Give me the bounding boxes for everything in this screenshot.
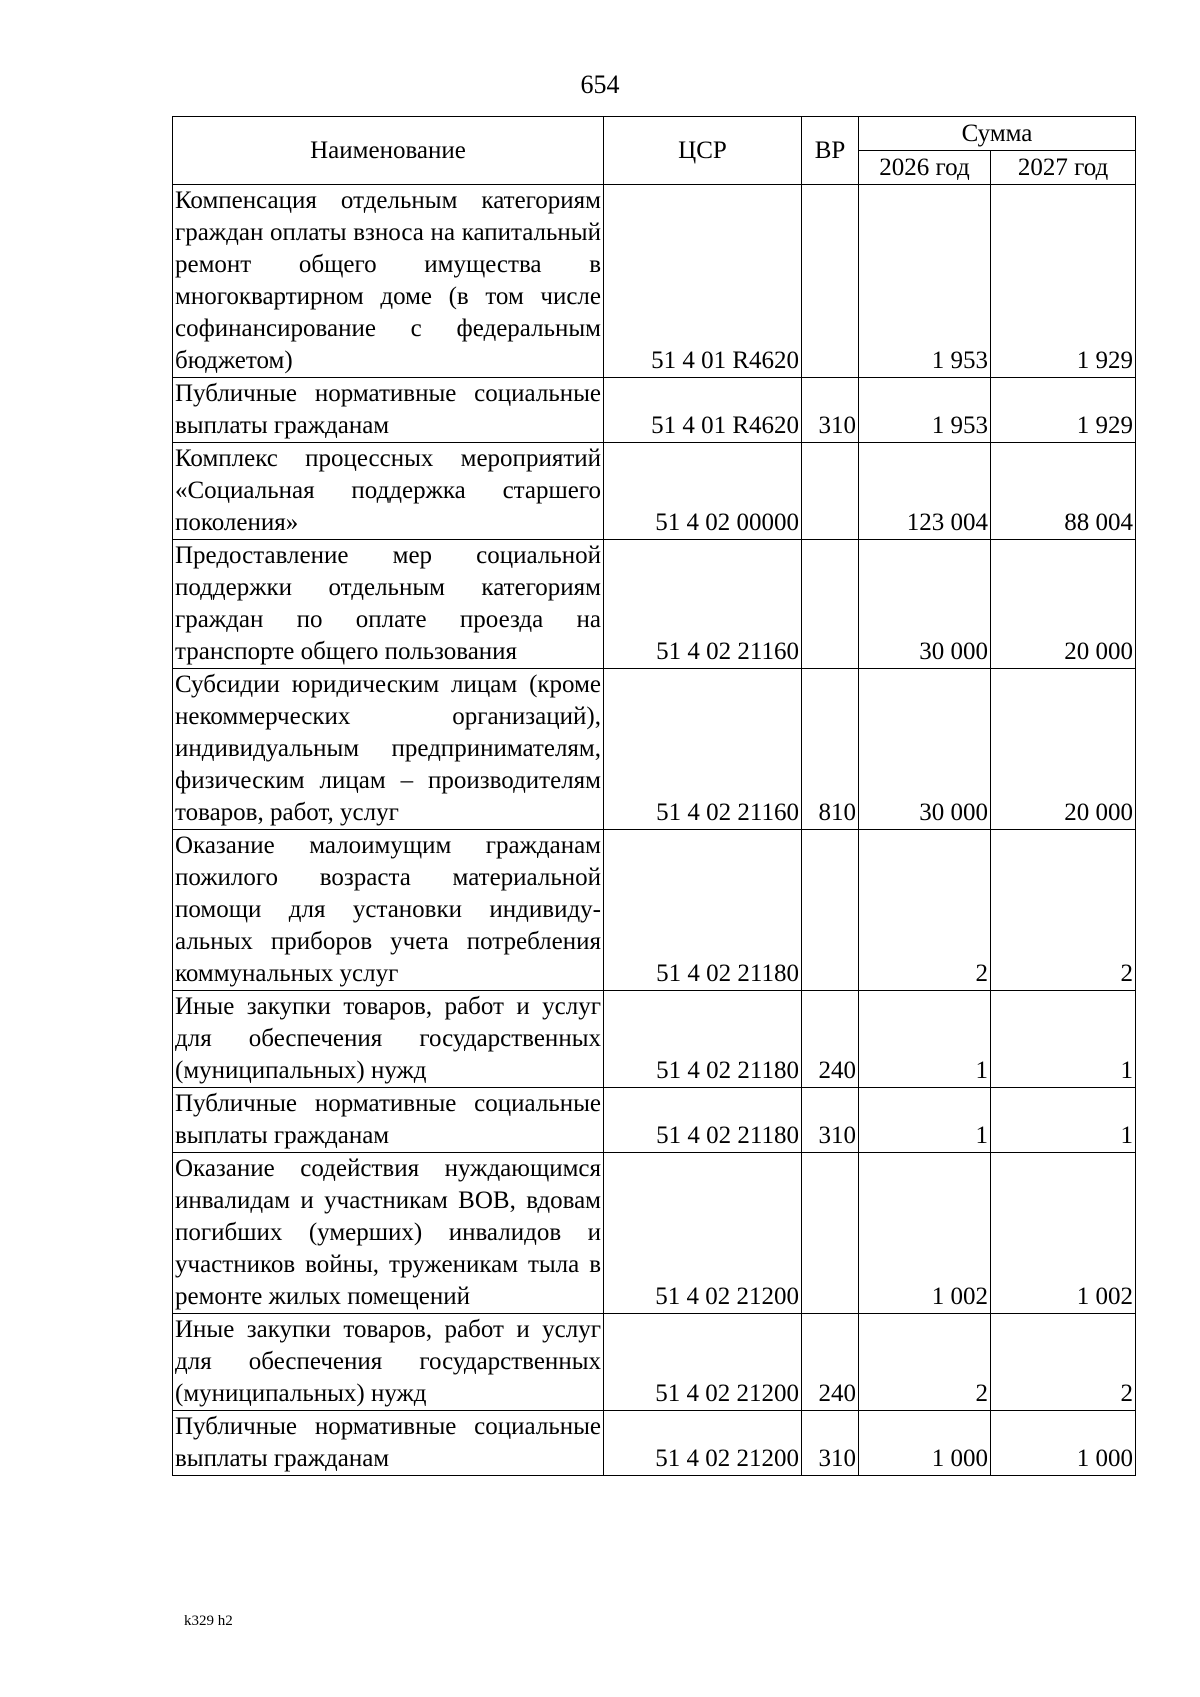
budget-table bbox=[172, 116, 1136, 1476]
header-name: Наименование bbox=[173, 117, 604, 185]
row-2026-cell: 1 002 bbox=[859, 1153, 991, 1314]
table-row bbox=[173, 1411, 1136, 1476]
row-2027-cell: 2 bbox=[991, 1314, 1136, 1411]
row-csr-cell: 51 4 02 21200 bbox=[604, 1411, 802, 1476]
row-vr-cell bbox=[802, 1153, 859, 1314]
row-name-cell: Субсидии юридическим лицам (кроме некоммерческих организаций), индивидуальным предпринимателям, физическим лицам – производителям товаров, работ, услуг bbox=[173, 669, 604, 830]
row-2026-cell: 123 004 bbox=[859, 443, 991, 540]
row-vr-cell: 310 bbox=[802, 378, 859, 443]
table-row bbox=[173, 1153, 1136, 1314]
row-vr-cell bbox=[802, 443, 859, 540]
table-row bbox=[173, 443, 1136, 540]
row-2026-cell: 1 953 bbox=[859, 185, 991, 378]
header-sum: Сумма bbox=[859, 117, 1136, 151]
row-name-cell: Предоставление мер социальной поддержки отдельным категориям граждан по оплате проезда на транспорте общего пользования bbox=[173, 540, 604, 669]
table-row bbox=[173, 540, 1136, 669]
row-2027-cell: 1 bbox=[991, 991, 1136, 1088]
row-2026-cell: 30 000 bbox=[859, 540, 991, 669]
table-row bbox=[173, 669, 1136, 830]
row-2026-cell: 1 000 bbox=[859, 1411, 991, 1476]
row-name-cell: Публичные нормативные социальные выплаты гражданам bbox=[173, 1088, 604, 1153]
page-number: 654 bbox=[580, 70, 620, 99]
row-csr-cell: 51 4 02 00000 bbox=[604, 443, 802, 540]
row-vr-cell: 310 bbox=[802, 1411, 859, 1476]
row-2027-cell: 1 929 bbox=[991, 378, 1136, 443]
row-2026-cell: 1 bbox=[859, 1088, 991, 1153]
table-row bbox=[173, 830, 1136, 991]
row-vr-cell bbox=[802, 185, 859, 378]
row-name-cell: Иные закупки товаров, работ и услуг для обеспечения государственных (муниципальных) нужд bbox=[173, 1314, 604, 1411]
row-csr-cell: 51 4 02 21180 bbox=[604, 830, 802, 991]
row-2026-cell: 1 bbox=[859, 991, 991, 1088]
row-vr-cell bbox=[802, 830, 859, 991]
row-csr-cell: 51 4 02 21160 bbox=[604, 669, 802, 830]
row-csr-cell: 51 4 02 21200 bbox=[604, 1153, 802, 1314]
row-name-cell: Оказание содействия нуждающимся инвалидам и участникам ВОВ, вдовам погибших (умерших) инвалидов и участников войны, труженикам тыла в ремонте жилых помещений bbox=[173, 1153, 604, 1314]
header-vr: ВР bbox=[802, 117, 859, 185]
row-csr-cell: 51 4 02 21180 bbox=[604, 991, 802, 1088]
table-row bbox=[173, 378, 1136, 443]
row-2027-cell: 88 004 bbox=[991, 443, 1136, 540]
table-row bbox=[173, 1088, 1136, 1153]
table-body bbox=[173, 185, 1136, 1476]
row-2027-cell: 2 bbox=[991, 830, 1136, 991]
row-csr-cell: 51 4 02 21180 bbox=[604, 1088, 802, 1153]
row-vr-cell: 240 bbox=[802, 991, 859, 1088]
row-vr-cell: 240 bbox=[802, 1314, 859, 1411]
row-name-cell: Публичные нормативные социальные выплаты гражданам bbox=[173, 378, 604, 443]
row-name-cell: Комплекс процессных мероприятий «Социальная поддержка старшего поколения» bbox=[173, 443, 604, 540]
row-2026-cell: 2 bbox=[859, 1314, 991, 1411]
row-2027-cell: 20 000 bbox=[991, 669, 1136, 830]
row-csr-cell: 51 4 01 R4620 bbox=[604, 185, 802, 378]
table-row bbox=[173, 185, 1136, 378]
row-csr-cell: 51 4 01 R4620 bbox=[604, 378, 802, 443]
table-row bbox=[173, 1314, 1136, 1411]
header-year-2026: 2026 год bbox=[859, 151, 991, 185]
header-csr: ЦСР bbox=[604, 117, 802, 185]
row-2026-cell: 30 000 bbox=[859, 669, 991, 830]
row-name-cell: Оказание малоимущим гражданам пожилого возраста материальной помощи для установки индивидуальных приборов учета потребления коммунальных услуг bbox=[173, 830, 604, 991]
row-2026-cell: 2 bbox=[859, 830, 991, 991]
row-2027-cell: 1 002 bbox=[991, 1153, 1136, 1314]
row-2027-cell: 1 000 bbox=[991, 1411, 1136, 1476]
row-2027-cell: 1 bbox=[991, 1088, 1136, 1153]
table-row bbox=[173, 991, 1136, 1088]
row-2026-cell: 1 953 bbox=[859, 378, 991, 443]
row-name-cell: Иные закупки товаров, работ и услуг для обеспечения государственных (муниципальных) нужд bbox=[173, 991, 604, 1088]
row-vr-cell: 310 bbox=[802, 1088, 859, 1153]
row-csr-cell: 51 4 02 21200 bbox=[604, 1314, 802, 1411]
row-2027-cell: 1 929 bbox=[991, 185, 1136, 378]
row-name-cell: Компенсация отдельным категориям граждан оплаты взноса на капитальный ремонт общего имущества в многоквартирном доме (в том числе софинансирование с федеральным бюджетом) bbox=[173, 185, 604, 378]
row-vr-cell bbox=[802, 540, 859, 669]
row-name-cell: Публичные нормативные социальные выплаты гражданам bbox=[173, 1411, 604, 1476]
row-csr-cell: 51 4 02 21160 bbox=[604, 540, 802, 669]
header-year-2027: 2027 год bbox=[991, 151, 1136, 185]
footer-code: k329 h2 bbox=[184, 1613, 233, 1629]
row-vr-cell: 810 bbox=[802, 669, 859, 830]
row-2027-cell: 20 000 bbox=[991, 540, 1136, 669]
